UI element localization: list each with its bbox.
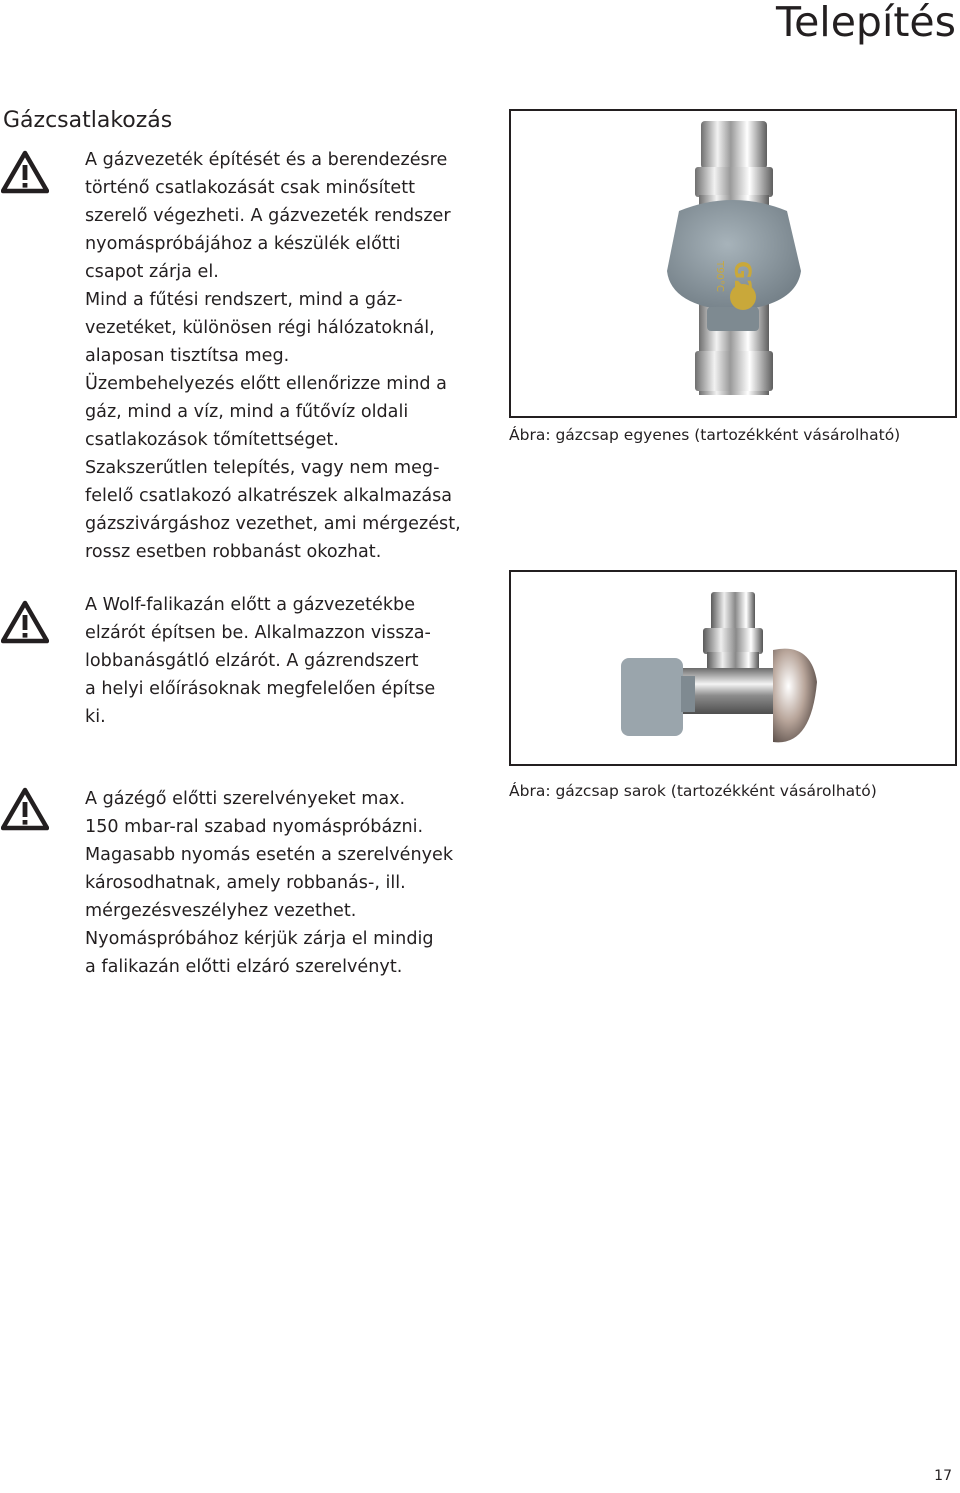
angle-gas-valve-photo — [511, 572, 955, 764]
text-line: szerelő végezheti. A gázvezeték rendszer — [85, 206, 451, 226]
figure-angle-valve — [509, 570, 957, 766]
section-title: Gázcsatlakozás — [3, 108, 173, 133]
text-line: vezetéket, különösen régi hálózatoknál, — [85, 318, 435, 338]
text-line: elzárót építsen be. Alkalmazzon vissza- — [85, 623, 431, 643]
text-line: nyomáspróbájához a készülék előtti — [85, 234, 401, 254]
text-line: A gázvezeték építését és a berendezésre — [85, 150, 448, 170]
text-line: gázszivárgáshoz vezethet, ami mérgezést, — [85, 514, 461, 534]
text-line: Mind a fűtési rendszert, mind a gáz- — [85, 290, 403, 310]
figure-caption-2: Ábra: gázcsap sarok (tartozékként vásárolható) — [509, 782, 877, 800]
text-line: a helyi előírásoknak megfelelően építse — [85, 679, 436, 699]
text-line: Üzembehelyezés előtt ellenőrizze mind a — [85, 374, 447, 394]
text-line: csatlakozások tőmítettséget. — [85, 430, 339, 450]
text-line: történő csatlakozását csak minősített — [85, 178, 416, 198]
text-line: felelő csatlakozó alkatrészek alkalmazása — [85, 486, 453, 506]
page-number: 17 — [934, 1468, 952, 1484]
text-line: ki. — [85, 707, 106, 727]
text-line: a falikazán előtti elzáró szerelvényt. — [85, 957, 403, 977]
text-line: Szakszerűtlen telepítés, vagy nem meg- — [85, 458, 440, 478]
text-line: A gázégő előtti szerelvényeket max. — [85, 789, 406, 809]
warning-text-1 — [85, 146, 461, 566]
text-line: rossz esetben robbanást okozhat. — [85, 542, 382, 562]
text-line: károsodhatnak, amely robbanás-, ill. — [85, 873, 406, 893]
text-line: Magasabb nyomás esetén a szerelvények — [85, 845, 454, 865]
valve-label-g2: G2 — [729, 261, 754, 295]
text-line: A Wolf-falikazán előtt a gázvezetékbe — [85, 595, 416, 615]
warning-text-2 — [85, 591, 455, 731]
text-line: alaposan tisztítsa meg. — [85, 346, 290, 366]
text-line: mérgezésveszélyhez vezethet. — [85, 901, 357, 921]
text-line: csapot zárja el. — [85, 262, 219, 282]
page-header-title: Telepítés — [776, 0, 956, 46]
warning-text-3 — [85, 785, 455, 981]
warning-triangle-icon — [1, 600, 49, 644]
text-line: Nyomáspróbához kérjük zárja el mindig — [85, 929, 434, 949]
text-line: lobbanásgátló elzárót. A gázrendszert — [85, 651, 419, 671]
warning-triangle-icon — [1, 150, 49, 194]
figure-caption-1: Ábra: gázcsap egyenes (tartozékként vásárolható) — [509, 426, 901, 444]
text-line: gáz, mind a víz, mind a fűtővíz oldali — [85, 402, 409, 422]
valve-label-temp: T90°C — [714, 261, 725, 292]
straight-gas-valve-photo — [511, 111, 955, 416]
warning-triangle-icon — [1, 787, 49, 831]
text-line: 150 mbar-ral szabad nyomáspróbázni. — [85, 817, 424, 837]
figure-straight-valve — [509, 109, 957, 418]
